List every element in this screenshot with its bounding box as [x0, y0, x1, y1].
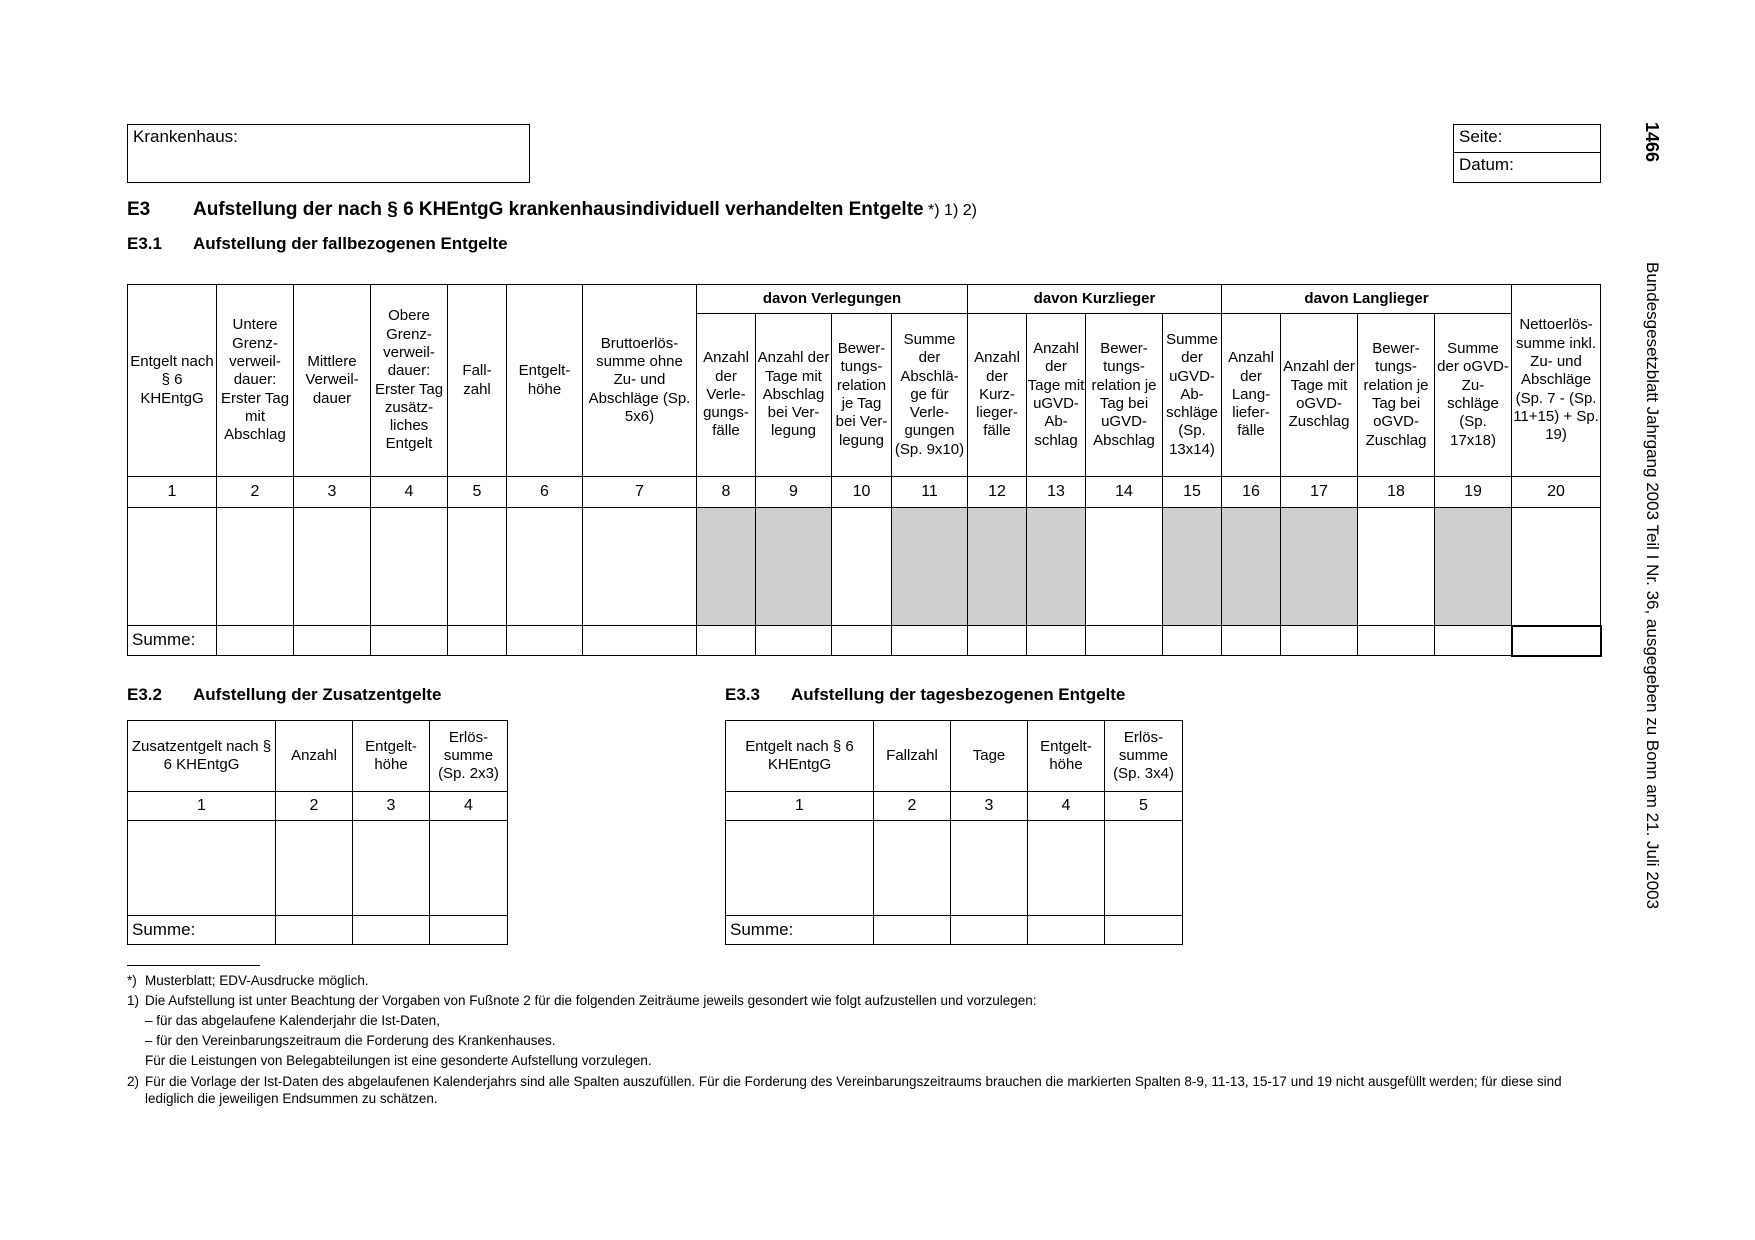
e31-cell-7[interactable] [583, 508, 697, 626]
e31-cell-5[interactable] [448, 508, 507, 626]
e32-colnum: 1 [128, 792, 276, 821]
e32-header-col3: Entgelt- höhe [353, 721, 430, 792]
e33-summe-cell[interactable] [1105, 916, 1183, 945]
e31-group-verlegungen: davon Verlegungen [697, 285, 968, 314]
e31-summe-cell[interactable] [1222, 626, 1281, 656]
e31-cell-4[interactable] [371, 508, 448, 626]
e31-colnum: 16 [1222, 477, 1281, 508]
footnote-1-item-a: – für das abgelaufene Kalenderjahr die Ist-Daten, [145, 1013, 440, 1028]
e32-colnum: 2 [276, 792, 353, 821]
e33-colnum: 4 [1028, 792, 1105, 821]
e31-summe-cell[interactable] [892, 626, 968, 656]
e31-header-col13: Anzahl der Tage mit uGVD- Ab- schlag [1027, 314, 1086, 477]
e31-header-col15: Summe der uGVD- Ab- schläge (Sp. 13x14) [1163, 314, 1222, 477]
e31-colnum: 13 [1027, 477, 1086, 508]
e32-header-col4: Erlös- summe (Sp. 2x3) [430, 721, 508, 792]
e31-summe-cell[interactable] [1163, 626, 1222, 656]
krankenhaus-field[interactable] [127, 124, 530, 183]
e33-colnum: 5 [1105, 792, 1183, 821]
e31-summe-cell[interactable] [968, 626, 1027, 656]
e31-header-col20: Nettoerlös- summe inkl. Zu- und Abschläge (Sp. 7 - (Sp. 11+15) + Sp. 19) [1512, 285, 1601, 477]
datum-label: Datum: [1459, 155, 1514, 174]
e31-colnum: 9 [756, 477, 832, 508]
e31-header-col9: Anzahl der Tage mit Abschlag bei Ver- legung [756, 314, 832, 477]
e31-header-col16: Anzahl der Lang- liefer- fälle [1222, 314, 1281, 477]
e31-cell-15-marked[interactable] [1163, 508, 1222, 626]
e32-summe-cell[interactable] [430, 916, 508, 945]
e31-header-col18: Bewer- tungs- relation je Tag bei oGVD- Zuschlag [1358, 314, 1435, 477]
e31-header-col2: Untere Grenz- verweil- dauer: Erster Tag mit Abschlag [217, 285, 294, 477]
e31-colnum: 5 [448, 477, 507, 508]
e31-cell-19-marked[interactable] [1435, 508, 1512, 626]
e31-summe-cell[interactable] [1435, 626, 1512, 656]
e31-colnum: 6 [507, 477, 583, 508]
e31-header-col6: Entgelt- höhe [507, 285, 583, 477]
e31-colnum: 2 [217, 477, 294, 508]
footnote-1-mark: 1) [127, 993, 140, 1008]
e33-header-col5: Erlös- summe (Sp. 3x4) [1105, 721, 1183, 792]
footnote-star-mark: *) [127, 973, 137, 988]
e31-summe-cell[interactable] [294, 626, 371, 656]
e31-summe-cell[interactable] [832, 626, 892, 656]
e31-summe-cell[interactable] [583, 626, 697, 656]
seite-field[interactable] [1453, 124, 1601, 153]
e31-colnum: 3 [294, 477, 371, 508]
e33-colnum: 1 [726, 792, 874, 821]
e31-colnum: 7 [583, 477, 697, 508]
e31-title: Aufstellung der fallbezogenen Entgelte [193, 234, 508, 253]
e31-colnum: 8 [697, 477, 756, 508]
e31-cell-20[interactable] [1512, 508, 1601, 626]
e31-header-col1: Entgelt nach § 6 KHEntgG [128, 285, 217, 477]
e33-cell[interactable] [1028, 821, 1105, 916]
e33-summe-cell[interactable] [951, 916, 1028, 945]
e33-colnum: 3 [951, 792, 1028, 821]
e31-cell-9-marked[interactable] [756, 508, 832, 626]
e32-number: E3.2 [127, 685, 162, 704]
e31-summe-total-cell[interactable] [1512, 626, 1601, 656]
footnote-1-note: Für die Leistungen von Belegabteilungen ist eine gesonderte Aufstellung vorzulegen. [145, 1053, 652, 1068]
e31-colnum: 10 [832, 477, 892, 508]
e33-number: E3.3 [725, 685, 760, 704]
e31-cell-1[interactable] [128, 508, 217, 626]
e31-summe-cell[interactable] [1027, 626, 1086, 656]
e31-colnum: 17 [1281, 477, 1358, 508]
e3-title-footnote-marks: *) 1) 2) [928, 202, 977, 219]
footnote-2: Für die Vorlage der Ist-Daten des abgelaufenen Kalenderjahrs sind alle Spalten auszufüllen. Für die Forderung des Vereinbarungszeitraums brauchen die markierten Spalten 8-9, 11-13, 15-17 und 19 nicht ausgefüllt werden; für diese sind lediglich die jeweiligen Endsummen zu schätzen. [145, 1074, 1562, 1106]
e31-cell-3[interactable] [294, 508, 371, 626]
e31-header-col19: Summe der oGVD- Zu- schläge (Sp. 17x18) [1435, 314, 1512, 477]
seite-label: Seite: [1459, 127, 1503, 146]
e31-colnum: 11 [892, 477, 968, 508]
e31-cell-2[interactable] [217, 508, 294, 626]
e31-cell-8-marked[interactable] [697, 508, 756, 626]
e32-header-col1: Zusatzentgelt nach § 6 KHEntgG [128, 721, 276, 792]
e32-cell[interactable] [430, 821, 508, 916]
e33-header-col3: Tage [951, 721, 1028, 792]
e31-cell-6[interactable] [507, 508, 583, 626]
e32-table [127, 720, 508, 945]
e31-number: E3.1 [127, 234, 162, 253]
e31-summe-cell[interactable] [1281, 626, 1358, 656]
side-journal-text: Bundesgesetzblatt Jahrgang 2003 Teil I Nr. 36, ausgegeben zu Bonn am 21. Juli 2003 [1643, 262, 1662, 910]
e31-summe-cell[interactable] [697, 626, 756, 656]
e31-header-col14: Bewer- tungs- relation je Tag bei uGVD- Abschlag [1086, 314, 1163, 477]
e33-cell[interactable] [1105, 821, 1183, 916]
e31-header-col17: Anzahl der Tage mit oGVD- Zuschlag [1281, 314, 1358, 477]
e31-cell-13-marked[interactable] [1027, 508, 1086, 626]
e31-summe-cell[interactable] [1086, 626, 1163, 656]
e31-colnum: 20 [1512, 477, 1601, 508]
e31-table [127, 284, 1602, 657]
e31-summe-cell[interactable] [507, 626, 583, 656]
e31-header-col11: Summe der Abschlä- ge für Verle- gungen (Sp. 9x10) [892, 314, 968, 477]
e32-summe-cell[interactable] [353, 916, 430, 945]
e33-title: Aufstellung der tagesbezogenen Entgelte [791, 685, 1126, 704]
e32-colnum: 4 [430, 792, 508, 821]
e31-cell-10[interactable] [832, 508, 892, 626]
e31-header-col5: Fall- zahl [448, 285, 507, 477]
e31-summe-cell[interactable] [217, 626, 294, 656]
e31-colnum: 1 [128, 477, 217, 508]
e32-title: Aufstellung der Zusatzentgelte [193, 685, 442, 704]
page-number: 1466 [1642, 122, 1662, 163]
e33-cell[interactable] [951, 821, 1028, 916]
e33-header-col4: Entgelt- höhe [1028, 721, 1105, 792]
e31-cell-11-marked[interactable] [892, 508, 968, 626]
e31-header-col10: Bewer- tungs- relation je Tag bei Ver- legung [832, 314, 892, 477]
e32-cell[interactable] [353, 821, 430, 916]
e31-cell-18[interactable] [1358, 508, 1435, 626]
e32-header-col2: Anzahl [276, 721, 353, 792]
e33-summe-cell[interactable] [1028, 916, 1105, 945]
e31-header-col4: Obere Grenz- verweil- dauer: Erster Tag zusätz- liches Entgelt [371, 285, 448, 477]
e31-cell-12-marked[interactable] [968, 508, 1027, 626]
e32-colnum: 3 [353, 792, 430, 821]
e31-colnum: 4 [371, 477, 448, 508]
e32-cell[interactable] [128, 821, 276, 916]
e3-title: Aufstellung der nach § 6 KHEntgG krankenhausindividuell verhandelten Entgelte [193, 199, 924, 220]
e33-colnum: 2 [874, 792, 951, 821]
datum-field[interactable] [1453, 152, 1601, 183]
footnote-2-mark: 2) [127, 1074, 140, 1089]
e33-summe-label: Summe: [726, 916, 874, 945]
e31-summe-cell[interactable] [1358, 626, 1435, 656]
footnote-1-item-b: – für den Vereinbarungszeitraum die Forderung des Krankenhauses. [145, 1033, 556, 1048]
e31-header-col3: Mittlere Verweil- dauer [294, 285, 371, 477]
e3-number: E3 [127, 199, 151, 220]
e32-summe-cell[interactable] [276, 916, 353, 945]
e33-header-col1: Entgelt nach § 6 KHEntgG [726, 721, 874, 792]
krankenhaus-label: Krankenhaus: [133, 127, 238, 146]
e33-cell[interactable] [726, 821, 874, 916]
footnote-separator [127, 965, 260, 966]
e31-cell-17-marked[interactable] [1281, 508, 1358, 626]
e31-summe-cell[interactable] [756, 626, 832, 656]
e33-header-col2: Fallzahl [874, 721, 951, 792]
e31-cell-16-marked[interactable] [1222, 508, 1281, 626]
e31-summe-cell[interactable] [371, 626, 448, 656]
e31-header-col7: Bruttoerlös- summe ohne Zu- und Abschläge (Sp. 5x6) [583, 285, 697, 477]
e31-summe-cell[interactable] [448, 626, 507, 656]
footnote-1: Die Aufstellung ist unter Beachtung der Vorgaben von Fußnote 2 für die folgenden Zeiträume jeweils gesondert wie folgt aufzustellen und vorzulegen: [145, 993, 1037, 1008]
e31-group-kurzlieger: davon Kurzlieger [968, 285, 1222, 314]
e31-colnum: 18 [1358, 477, 1435, 508]
footnote-star: Musterblatt; EDV-Ausdrucke möglich. [145, 973, 369, 988]
e31-summe-label: Summe: [128, 626, 217, 656]
e31-colnum: 19 [1435, 477, 1512, 508]
e31-header-col8: Anzahl der Verle- gungs- fälle [697, 314, 756, 477]
e31-header-col12: Anzahl der Kurz- lieger- fälle [968, 314, 1027, 477]
e32-cell[interactable] [276, 821, 353, 916]
e33-cell[interactable] [874, 821, 951, 916]
e33-table [725, 720, 1183, 945]
e33-summe-cell[interactable] [874, 916, 951, 945]
e31-group-langlieger: davon Langlieger [1222, 285, 1512, 314]
e31-colnum: 12 [968, 477, 1027, 508]
e32-summe-label: Summe: [128, 916, 276, 945]
e31-cell-14[interactable] [1086, 508, 1163, 626]
e31-colnum: 14 [1086, 477, 1163, 508]
e31-colnum: 15 [1163, 477, 1222, 508]
